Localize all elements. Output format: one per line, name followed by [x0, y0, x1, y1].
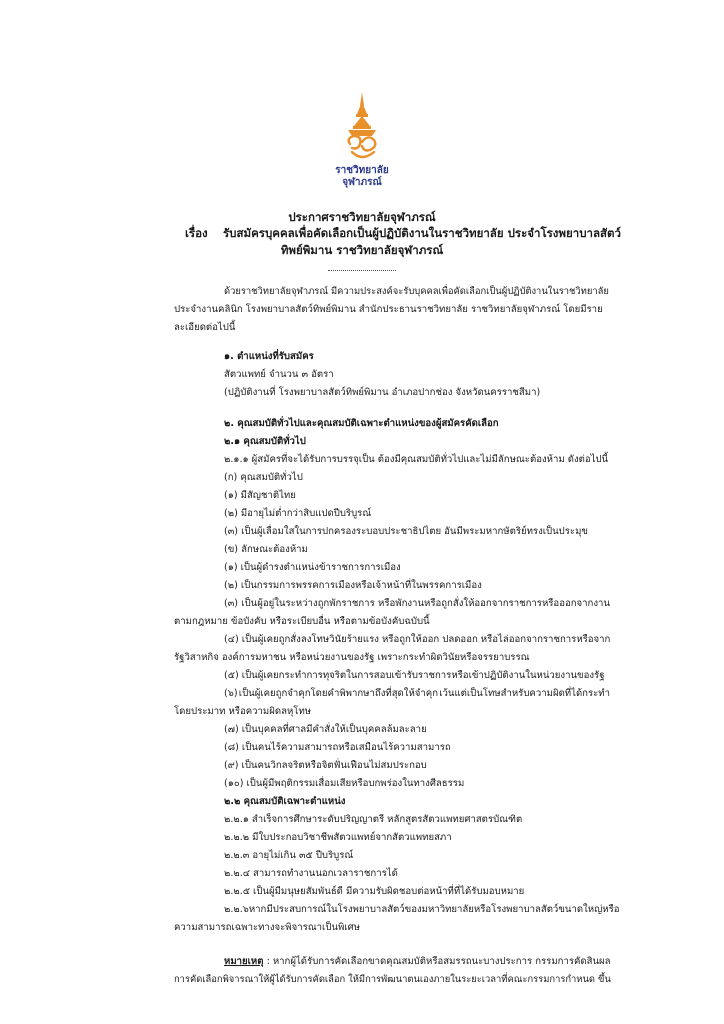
- section1-location: (ปฏิบัติงานที่ โรงพยาบาลสัตว์ทิพย์พิมาน อำเภอปากช่อง จังหวัดนครราชสีมา): [224, 387, 541, 398]
- item-text: หากมีประสบการณ์ในโรงพยาบาลสัตว์ของมหาวิทยาลัยหรือโรงพยาบาลสัตว์ขนาดใหญ่หรือ: [248, 904, 620, 915]
- logo-text-line2: จุฬาภรณ์: [342, 177, 382, 188]
- item-text: หรือจาก: [576, 634, 611, 645]
- item-text: หรือพักงานหรือถูกสั่งให้ออกจากราชการหรือออกจากงาน: [378, 598, 610, 609]
- section2-1-intro: ๒.๑.๑ ผู้สมัครที่จะได้รับการบรรจุเป็น ต้องมีคุณสมบัติทั่วไปและไม่มีลักษณะต้องห้าม ดังต่อไปนี้: [224, 454, 609, 465]
- section1-heading: ๑. ตำแหน่งที่รับสมัคร: [224, 351, 314, 362]
- list-item: ๒.๒.๑ สำเร็จการศึกษาระดับปริญญาตรี หลักสูตรสัตวแพทยศาสตรบัณฑิต: [224, 814, 523, 825]
- note-line-1: [224, 956, 611, 968]
- announcement-title: ประกาศราชวิทยาลัยจุฬาภรณ์: [288, 210, 436, 224]
- item-text: เป็นผู้เคยถูกจำคุกโดยคำพิพากษาถึงที่สุดให้จำคุก: [238, 688, 439, 699]
- subject-label: เรื่อง: [185, 226, 208, 240]
- list-item: ๒.๒.๒ มีใบประกอบวิชาชีพสัตวแพทย์จากสัตวแพทยสภา: [224, 832, 452, 843]
- list-item-6-line2: โดยประมาท หรือความผิดลหุโทษ: [174, 706, 312, 717]
- list-item-4-line1: [224, 634, 610, 646]
- list-item-5: (๕) เป็นผู้เคยกระทำการทุจริตในการสอบเข้ารับราชการหรือเข้าปฏิบัติงานในหน่วยงานของรัฐ: [224, 670, 605, 681]
- note-label: หมายเหตุ: [224, 956, 264, 967]
- intro-line-1: ด้วยราชวิทยาลัยจุฬาภรณ์ มีความประสงค์จะรับบุคคลเพื่อคัดเลือกเป็นผู้ปฏิบัติงานในราชวิทยาลัย: [224, 286, 609, 297]
- list-item: (๒) มีอายุไม่ต่ำกว่าสิบแปดปีบริบูรณ์: [224, 508, 372, 519]
- section2-heading: ๒. คุณสมบัติทั่วไปและคุณสมบัติเฉพาะตำแหน่งของผู้สมัครคัดเลือก: [224, 418, 499, 429]
- item-text: เป็นผู้อยู่ในระหว่างถูกพักราชการ: [241, 598, 375, 609]
- list-item-3-line2: ตามกฎหมาย ข้อบังคับ หรือระเบียบอื่น หรือตามข้อบังคับฉบับนี้: [174, 616, 430, 627]
- item-marker: (๓): [224, 598, 239, 609]
- dotted-divider: [328, 270, 396, 271]
- logo-text-line1: ราชวิทยาลัย: [335, 165, 389, 176]
- note-text-1: : หากผู้ได้รับการคัดเลือกขาดคุณสมบัติหรือสมรรถนะบางประการ กรรมการคัดสินผล: [266, 956, 611, 967]
- list-item: (๙) เป็นคนวิกลจริตหรือจิตฟั่นเฟือนไม่สมประกอบ: [224, 760, 427, 771]
- list-item: (ก) คุณสมบัติทั่วไป: [224, 472, 303, 483]
- list-item: (๑) เป็นผู้ดำรงตำแหน่งข้าราชการการเมือง: [224, 562, 401, 573]
- item-marker: ๒.๒.๖: [224, 904, 249, 915]
- item-text: (๔) เป็นผู้เคยถูกสั่งลงโทษวินัยร้ายแรง หรือถูกให้ออก ปลดออก หรือไล่ออกจากราชการ: [224, 634, 577, 645]
- list-item: ๒.๒.๔ สามารถทำงานนอกเวลาราชการได้: [224, 868, 398, 879]
- subject-text-1: รับสมัครบุคคลเพื่อคัดเลือกเป็นผู้ปฏิบัติงานในราชวิทยาลัย ประจำโรงพยาบาลสัตว์: [223, 226, 621, 240]
- list-item-4-line2: รัฐวิสาหกิจ องค์การมหาชน หรือหน่วยงานของรัฐ เพราะกระทำผิดวินัยหรือจรรยาบรรณ: [174, 652, 530, 663]
- list-item: ๒.๒.๕ เป็นผู้มีมนุษยสัมพันธ์ดี มีความรับผิดชอบต่อหน้าที่ที่ได้รับมอบหมาย: [224, 886, 525, 897]
- list-item: (๘) เป็นคนไร้ความสามารถหรือเสมือนไร้ความสามารถ: [224, 742, 451, 753]
- section2-1-heading: ๒.๑ คุณสมบัติทั่วไป: [224, 436, 306, 447]
- list-item-226-line2: ความสามารถเฉพาะทางจะพิจารณาเป็นพิเศษ: [174, 922, 360, 933]
- intro-line-3: ละเอียดต่อไปนี้: [174, 322, 236, 333]
- list-item: ๒.๒.๓ อายุไม่เกิน ๓๕ ปีบริบูรณ์: [224, 850, 354, 861]
- section1-position: สัตวแพทย์ จำนวน ๓ อัตรา: [224, 369, 334, 380]
- list-item-226-line1: [224, 904, 620, 916]
- list-item-6-line1: [224, 688, 610, 700]
- list-item: (๒) เป็นกรรมการพรรคการเมืองหรือเจ้าหน้าที่ในพรรคการเมือง: [224, 580, 482, 591]
- chulabhorn-emblem-logo: [322, 92, 402, 202]
- item-marker: (๖): [224, 688, 238, 699]
- intro-line-2: ประจำงานคลินิก โรงพยาบาลสัตว์ทิพย์พิมาน สำนักประธานราชวิทยาลัย ราชวิทยาลัยจุฬาภรณ์ โดยมีราย: [174, 304, 603, 315]
- list-item: (๗) เป็นบุคคลที่ศาลมีคำสั่งให้เป็นบุคคลล้มละลาย: [224, 724, 427, 735]
- list-item: (ข) ลักษณะต้องห้าม: [224, 544, 308, 555]
- note-line-2: การคัดเลือกพิจารณาให้ผู้ได้รับการคัดเลือก ให้มีการพัฒนาตนเองภายในระยะเวลาที่คณะกรรมการกำหนด ขึ้น: [174, 974, 611, 985]
- item-text: เว้นแต่เป็นโทษสำหรับความผิดที่ได้กระทำ: [439, 688, 610, 699]
- list-item: (๓) เป็นผู้เลื่อมใสในการปกครองระบอบประชาธิปไตย อันมีพระมหากษัตริย์ทรงเป็นประมุข: [224, 526, 588, 537]
- emblem-icon: [340, 92, 384, 164]
- section2-2-heading: ๒.๒ คุณสมบัติเฉพาะตำแหน่ง: [224, 796, 346, 807]
- subject-line1: [185, 226, 621, 240]
- subject-line2: ทิพย์พิมาน ราชวิทยาลัยจุฬาภรณ์: [280, 243, 444, 257]
- list-item: (๑) มีสัญชาติไทย: [224, 490, 296, 501]
- list-item: (๑๐) เป็นผู้มีพฤติกรรมเสื่อมเสียหรือบกพร่องในทางศีลธรรม: [224, 778, 465, 789]
- list-item-3-line1: [224, 598, 610, 610]
